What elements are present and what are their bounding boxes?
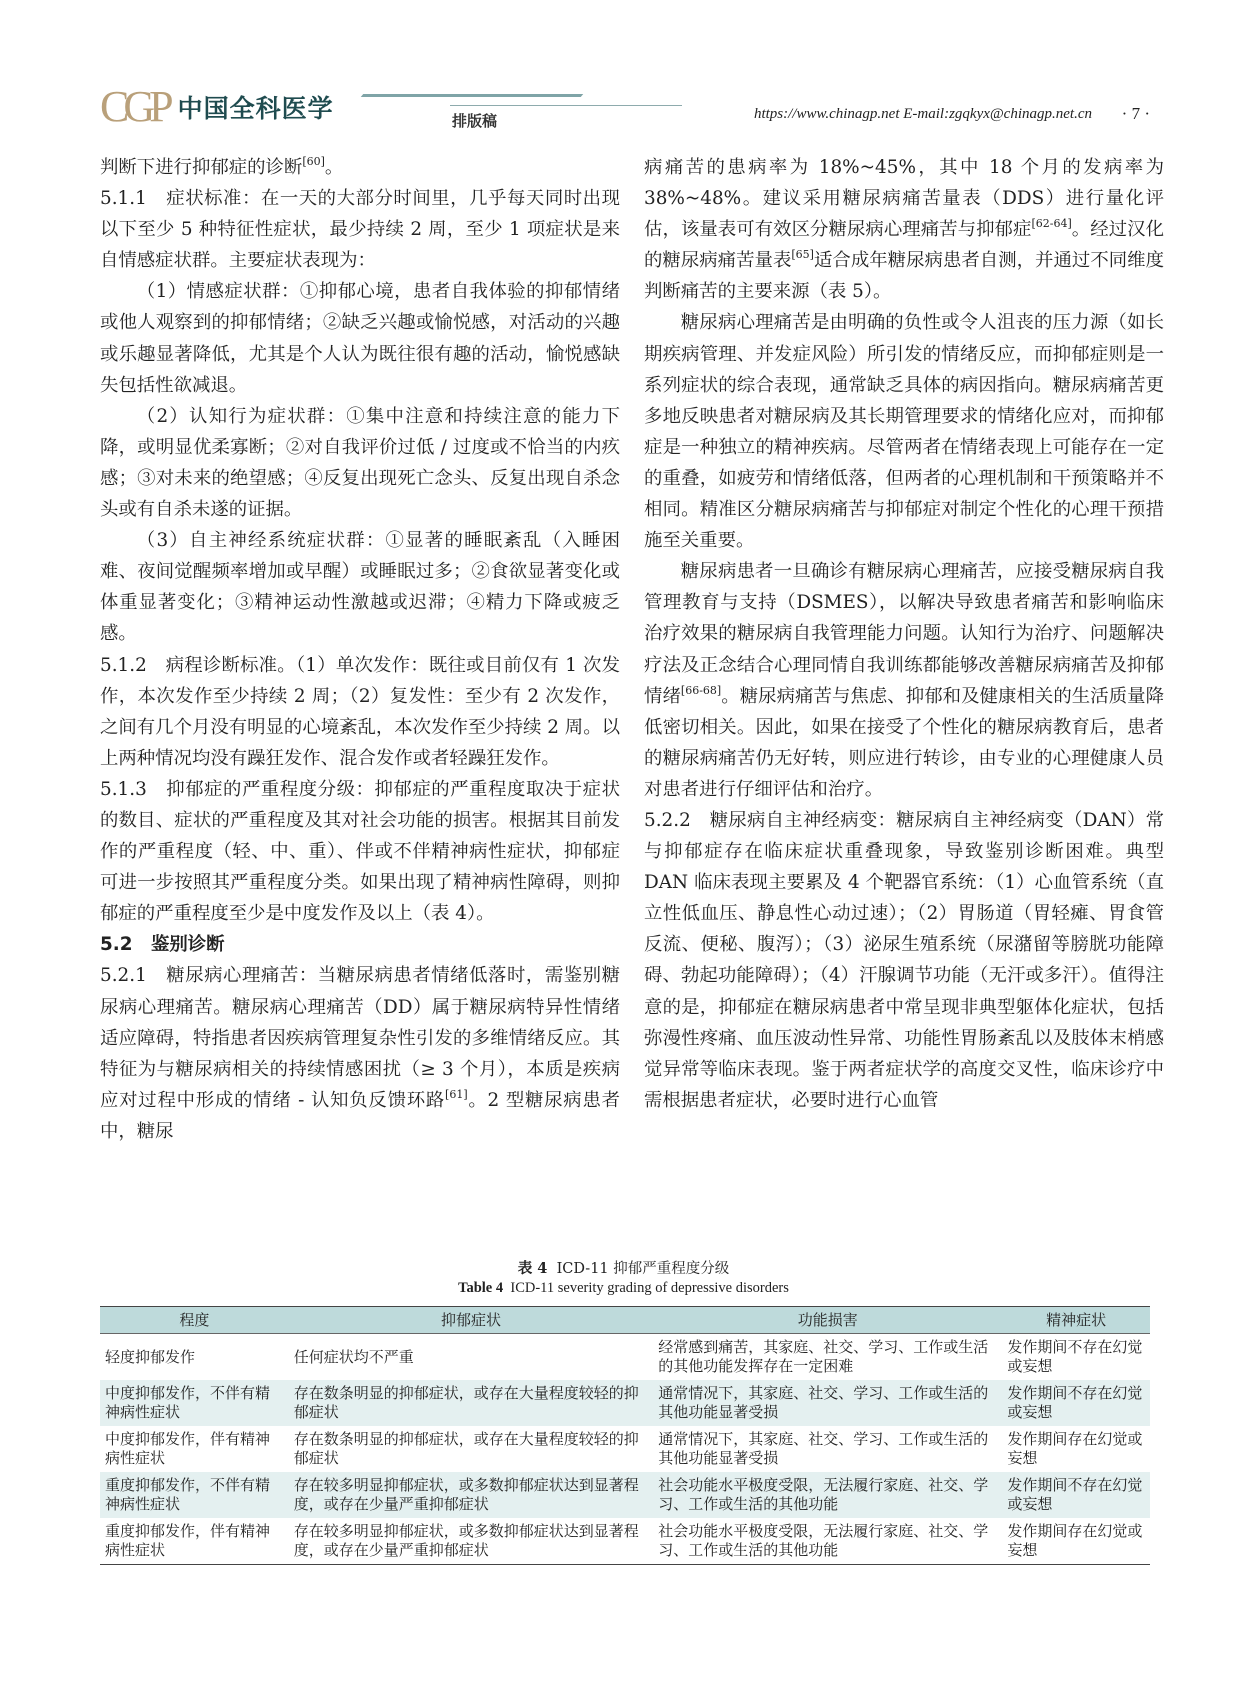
table-cell: 任何症状均不严重: [293, 1347, 414, 1366]
table-cell: 发作期间不存在幻觉或妄想: [1007, 1338, 1143, 1375]
paragraph: （3）自主神经系统症状群：①显著的睡眠紊乱（入睡困难、夜间觉醒频率增加或早醒）或睡眠过多；②食欲显著变化或体重显著变化；③精神运动性激越或迟滞；④精力下降或疲乏感。: [100, 530, 620, 645]
column-header: 程度: [100, 1307, 289, 1334]
table-row: [100, 1334, 1150, 1381]
header-rule: [450, 105, 682, 106]
table-caption-cn: 表 4 ICD-11 抑郁严重程度分级: [517, 1260, 730, 1277]
table-cell: 轻度抑郁发作: [105, 1347, 196, 1366]
page-number: · 7 ·: [1121, 104, 1150, 123]
paragraph: 判断下进行抑郁症的诊断[60]。: [100, 155, 344, 178]
table-cell: 重度抑郁发作，不伴有精神病性症状: [100, 1472, 289, 1518]
table-row: [100, 1426, 1150, 1472]
draft-label: 排版稿: [452, 112, 498, 130]
citation: [66-68]: [680, 683, 722, 697]
severity-table: [100, 1306, 1150, 1565]
citation: [65]: [791, 248, 814, 262]
paragraph: 5.1.2 病程诊断标准。（1）单次发作：既往或目前仅有 1 次发作，本次发作至少持续 2 周；（2）复发性：至少有 2 次发作，之间有几个月没有明显的心境紊乱，本次发作至少持续 2 周。以上两种情况均没有躁狂发作、混合发作或者轻躁狂发作。: [100, 654, 620, 769]
paragraph: 病痛苦的患病率为 18%~45%，其中 18 个月的发病率为 38%~48%。建议采用糖尿病痛苦量表（DDS）进行量化评估，该量表可有效区分糖尿病心理痛苦与抑郁症[62-64]。经过汉化的糖尿病痛苦量表[65]适合成年糖尿病患者自测，并通过不同维度判断痛苦的主要来源（表 5）。: [644, 157, 1164, 303]
table-cell: 存在数条明显的抑郁症状，或存在大量程度较轻的抑郁症状: [289, 1380, 654, 1426]
paragraph: （2）认知行为症状群：①集中注意和持续注意的能力下降，或明显优柔寡断；②对自我评价过低 / 过度或不恰当的内疚感；③对未来的绝望感；④反复出现死亡念头、反复出现自杀念头或有自杀未遂的证据。: [100, 405, 620, 521]
left-column: [100, 152, 620, 1147]
table-cell: 经常感到痛苦，其家庭、社交、学习、工作或生活的其他功能发挥存在一定困难: [658, 1338, 989, 1375]
paragraph: 5.2.1 糖尿病心理痛苦：当糖尿病患者情绪低落时，需鉴别糖尿病心理痛苦。糖尿病心理痛苦（DD）属于糖尿病特异性情绪适应障碍，特指患者因疾病管理复杂性引发的多维情绪反应。其特征为与糖尿病相关的持续情感困扰（≥ 3 个月），本质是疾病应对过程中形成的情绪 - 认知负反馈环路[61]。2 型糖尿病患者中，糖尿: [100, 965, 621, 1142]
table-cell: 重度抑郁发作，伴有精神病性症状: [100, 1518, 289, 1565]
table-cell: 中度抑郁发作，不伴有精神病性症状: [100, 1380, 289, 1426]
journal-logo: [100, 84, 334, 130]
column-header: 精神症状: [1002, 1307, 1150, 1334]
paragraph: 5.1.1 症状标准：在一天的大部分时间里，几乎每天同时出现以下至少 5 种特征性症状，最少持续 2 周，至少 1 项症状是来自情感症状群。主要症状表现为：: [100, 188, 620, 272]
table-cell: 发作期间存在幻觉或妄想: [1007, 1430, 1143, 1467]
contact-info: https://www.chinagp.net E-mail:zgqkyx@chinagp.net.cn: [753, 106, 1092, 122]
paragraph: 糖尿病心理痛苦是由明确的负性或令人沮丧的压力源（如长期疾病管理、并发症风险）所引发的情绪反应，而抑郁症则是一系列症状的综合表现，通常缺乏具体的病因指向。糖尿病痛苦更多地反映患者对糖尿病及其长期管理要求的情绪化应对，而抑郁症是一种独立的精神疾病。尽管两者在情绪表现上可能存在一定的重叠，如疲劳和情绪低落，但两者的心理机制和干预策略并不相同。精准区分糖尿病痛苦与抑郁症对制定个性化的心理干预措施至关重要。: [644, 312, 1164, 552]
table-cell: 通常情况下，其家庭、社交、学习、工作或生活的其他功能显著受损: [653, 1380, 1002, 1426]
paragraph: 5.2.2 糖尿病自主神经病变：糖尿病自主神经病变（DAN）常与抑郁症存在临床症状重叠现象，导致鉴别诊断困难。典型 DAN 临床表现主要累及 4 个靶器官系统：（1）心血管系统（直立性低血压、静息性心动过速）；（2）胃肠道（胃轻瘫、胃食管反流、便秘、腹泻）；（3）泌尿生殖系统（尿潴留等膀胱功能障碍、勃起功能障碍）；（4）汗腺调节功能（无汗或多汗）。值得注意的是，抑郁症在糖尿病患者中常呈现非典型躯体化症状，包括弥漫性疼痛、血压波动性异常、功能性胃肠紊乱以及肢体末梢感觉异常等临床表现。鉴于两者症状学的高度交叉性，临床诊疗中需根据患者症状，必要时进行心血管: [644, 809, 1164, 1111]
paragraph: （1）情感症状群：①抑郁心境，患者自我体验的抑郁情绪或他人观察到的抑郁情绪；②缺乏兴趣或愉悦感，对活动的兴趣或乐趣显著降低，尤其是个人认为既往很有趣的活动，愉悦感缺失包括性欲减退。: [100, 281, 620, 396]
column-header: 抑郁症状: [289, 1307, 654, 1334]
table-row: [100, 1472, 1150, 1518]
table-cell: 存在较多明显抑郁症状，或多数抑郁症状达到显著程度，或存在少量严重抑郁症状: [289, 1518, 654, 1565]
journal-name: 中国全科医学: [177, 94, 334, 123]
table-cell: 发作期间不存在幻觉或妄想: [1002, 1380, 1150, 1426]
citation: [62-64]: [1031, 217, 1072, 231]
cgp-logo-mark: CGP: [100, 82, 168, 131]
table-caption-en: Table 4 ICD-11 severity grading of depressive disorders: [458, 1280, 789, 1296]
citation: [61]: [445, 1087, 468, 1101]
table-header-row: [100, 1307, 1150, 1334]
table-cell: 社会功能水平极度受限，无法履行家庭、社交、学习、工作或生活的其他功能: [653, 1472, 1002, 1518]
table-cell: 发作期间存在幻觉或妄想: [1002, 1518, 1150, 1565]
table-cell: 发作期间不存在幻觉或妄想: [1002, 1472, 1150, 1518]
table-cell: 中度抑郁发作，伴有精神病性症状: [105, 1430, 271, 1467]
paragraph: 糖尿病患者一旦确诊有糖尿病心理痛苦，应接受糖尿病自我管理教育与支持（DSMES），以解决导致患者痛苦和影响临床治疗效果的糖尿病自我管理能力问题。认知行为治疗、问题解决疗法及正念结合心理同情自我训练都能够改善糖尿病痛苦及抑郁情绪[66-68]。糖尿病痛苦与焦虑、抑郁和及健康相关的生活质量降低密切相关。因此，如果在接受了个性化的糖尿病教育后，患者的糖尿病痛苦仍无好转，则应进行转诊，由专业的心理健康人员对患者进行仔细评估和治疗。: [644, 561, 1164, 800]
table-row: [100, 1518, 1150, 1565]
header-decoration: [361, 94, 584, 97]
paragraph: 5.1.3 抑郁症的严重程度分级：抑郁症的严重程度取决于症状的数目、症状的严重程度及其对社会功能的损害。根据其目前发作的严重程度（轻、中、重）、伴或不伴精神病性症状，抑郁症可进一步按照其严重程度分类。如果出现了精神病性障碍，则抑郁症的严重程度至少是中度发作及以上（表 4）。: [100, 778, 620, 925]
table-cell: 通常情况下，其家庭、社交、学习、工作或生活的其他功能显著受损: [658, 1430, 989, 1467]
table-cell: 存在数条明显的抑郁症状，或存在大量程度较轻的抑郁症状: [293, 1430, 639, 1467]
right-column: [644, 152, 1164, 1116]
page-header: [100, 84, 1150, 130]
citation: [60]: [302, 155, 325, 168]
table-cell: 存在较多明显抑郁症状，或多数抑郁症状达到显著程度，或存在少量严重抑郁症状: [289, 1472, 654, 1518]
table-row: [100, 1380, 1150, 1426]
column-header: 功能损害: [653, 1307, 1002, 1334]
table-cell: 社会功能水平极度受限，无法履行家庭、社交、学习、工作或生活的其他功能: [653, 1518, 1002, 1565]
section-heading: 5.2 鉴别诊断: [100, 934, 225, 956]
